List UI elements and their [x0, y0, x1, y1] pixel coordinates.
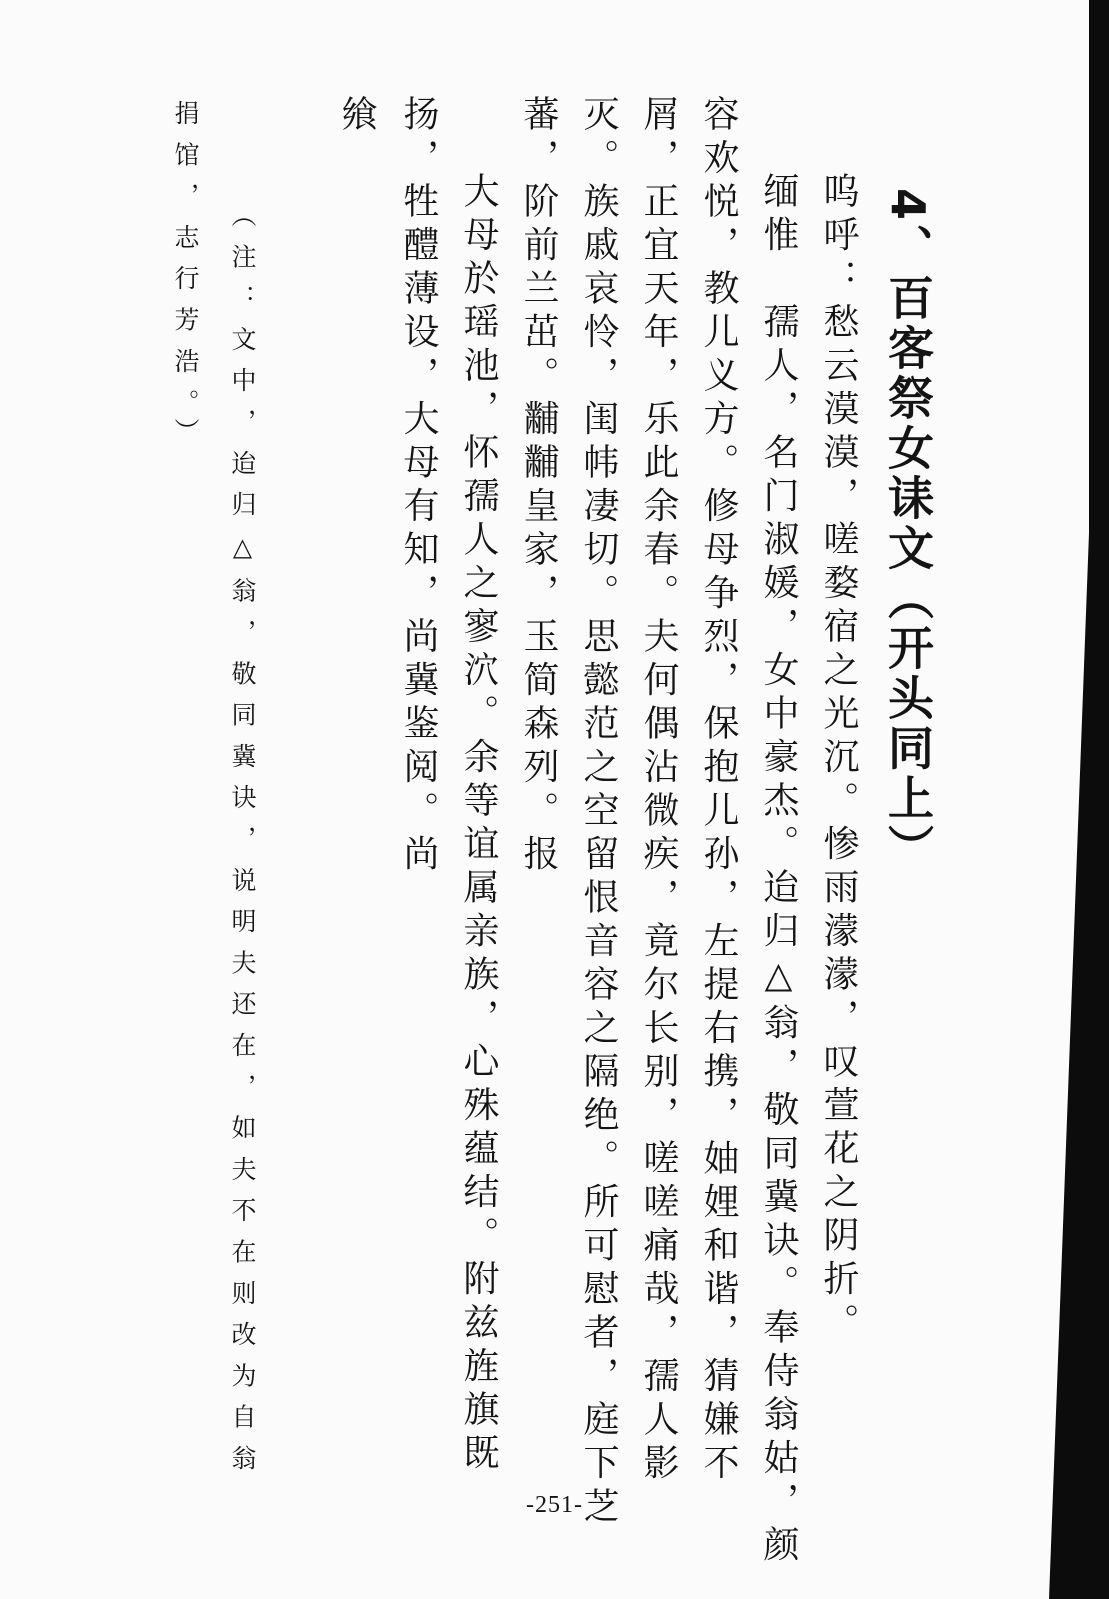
body-line-5: 灭。族戚哀怜，闺帏凄切。思懿范之空留恨音容之隔绝。所可慰者，庭下芝: [578, 95, 619, 1531]
body-line-2: 缅惟 孺人，名门淑媛，女中豪杰。迨归△翁，敬同冀诀。奉侍翁姑，颜: [758, 172, 799, 1569]
body-line-4: 屑，正宜天年，乐此余春。夫何偶沾微疾，竟尔长别，嗟嗟痛哉，孺人影: [638, 95, 679, 1487]
page-number: -251-: [526, 1492, 583, 1518]
body-line-9: 飨: [336, 95, 377, 139]
body-line-8: 扬，牲醴薄设，大母有知，尚冀鉴阅。尚: [398, 95, 439, 878]
body-line-1: 呜呼：愁云漠漠，嗟婺宿之光沉。惨雨濛濛，叹萱花之阴折。: [818, 172, 859, 1347]
body-line-7: 大母於瑶池，怀孺人之寥泬。余等谊属亲族，心殊蕴结。附兹旌旗既: [458, 172, 499, 1477]
note-line-2: 捐馆，志行芳浩。）: [171, 100, 200, 460]
article-title: 4、百客祭女诔文（开头同上）: [881, 188, 935, 875]
scan-edge-shadow-top: [1089, 0, 1109, 600]
note-line-1: （注：文中，迨归△翁，敬同冀诀，说明夫还在，如夫不在则改为自翁: [228, 202, 257, 1487]
body-line-6: 蕃，阶前兰茁。黼黼皇家，玉简森列。报: [518, 95, 559, 878]
body-line-3: 容欢悦，教儿义方。修母争烈，保抱儿孙，左提右携，妯娌和谐，猜嫌不: [698, 95, 739, 1487]
